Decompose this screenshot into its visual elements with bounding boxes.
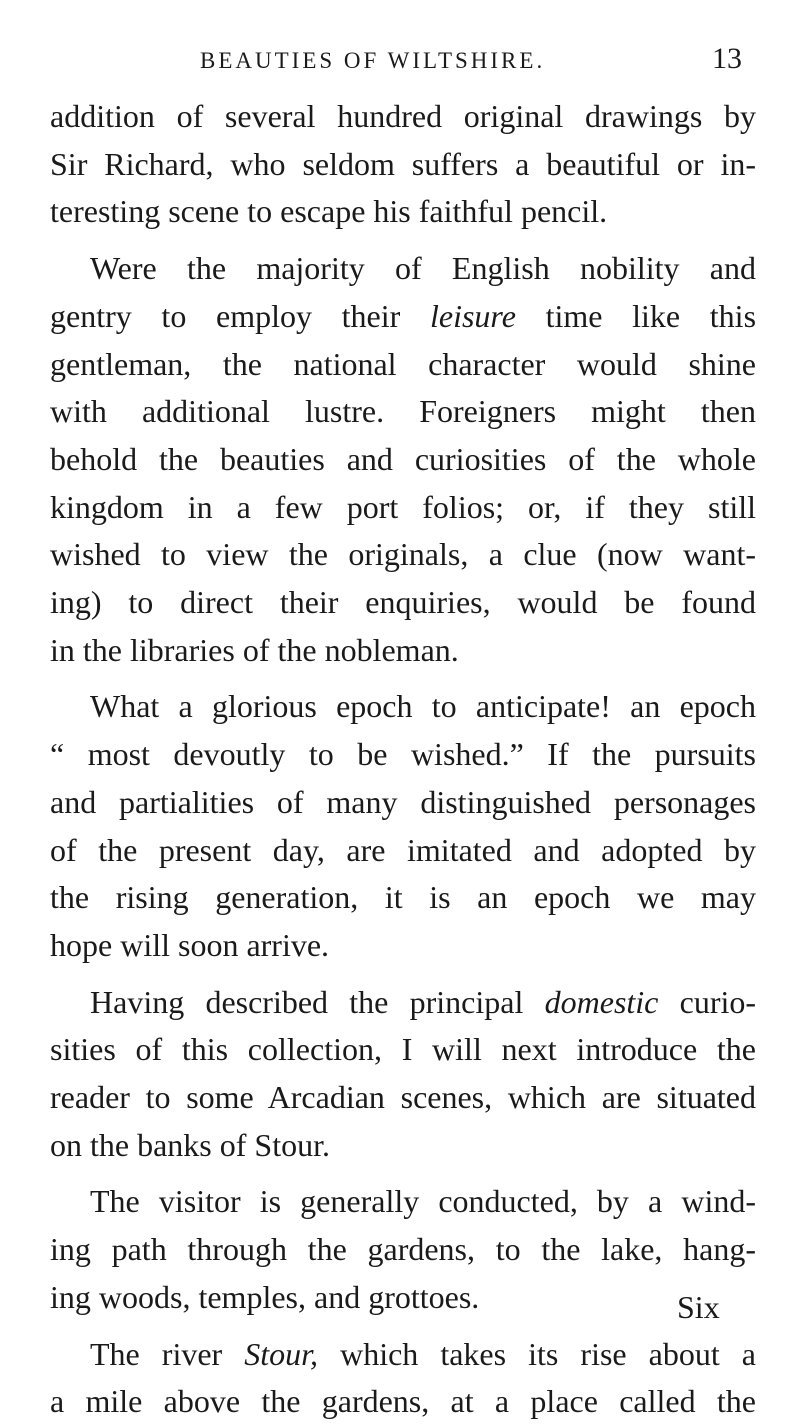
text-span: curio- (679, 983, 757, 1020)
text-span: gentry to employ their (50, 297, 401, 334)
text-line: ing path through the gardens, to the lake, hang- (50, 1231, 756, 1268)
text-line: behold the beauties and curiosities of the whole (50, 440, 756, 477)
text-line: “ most devoutly to be wished.” If the pursuits (50, 736, 756, 773)
text-line: The visitor is generally conducted, by a wind- (90, 1183, 756, 1220)
body-text (50, 93, 756, 1426)
italic-text: domestic (544, 983, 659, 1020)
text-line: ing woods, temples, and grottoes. (50, 1278, 480, 1315)
page-header (0, 42, 800, 82)
text-line: hope will soon arrive. (50, 926, 330, 963)
text-line: of the present day, are imitated and adopted by (50, 831, 756, 868)
text-line: and partialities of many distinguished personages (50, 783, 756, 820)
text-line: a mile above the gardens, at a place called the (50, 1383, 756, 1420)
text-span: The river (90, 1335, 223, 1372)
text-line: wished to view the originals, a clue (now want- (50, 536, 756, 573)
text-line: Were the majority of English nobility and (90, 250, 756, 287)
text-line: gentleman, the national character would shine (50, 345, 756, 382)
text-line (50, 1331, 756, 1379)
text-line (50, 979, 756, 1027)
text-line: teresting scene to escape his faithful pencil. (50, 193, 608, 230)
text-span: time like this (545, 297, 757, 334)
catchword: Six (677, 1289, 720, 1325)
text-line: What a glorious epoch to anticipate! an epoch (90, 688, 756, 725)
text-line: the rising generation, it is an epoch we may (50, 879, 756, 916)
text-line: ing) to direct their enquiries, would be found (50, 584, 756, 621)
text-line: with additional lustre. Foreigners might then (50, 393, 756, 430)
text-line: kingdom in a few port folios; or, if they still (50, 488, 756, 525)
text-line: addition of several hundred original drawings by (50, 98, 756, 134)
text-line: Sir Richard, who seldom suffers a beautiful or in- (50, 145, 756, 182)
running-title: BEAUTIES OF WILTSHIRE. (200, 48, 546, 73)
text-line: on the banks of Stour. (50, 1126, 330, 1163)
text-line: reader to some Arcadian scenes, which are situated (50, 1079, 756, 1116)
text-span: which takes its rise about a (340, 1335, 757, 1372)
page-number: 13 (712, 42, 742, 75)
text-line (50, 293, 756, 341)
italic-text: Stour, (244, 1335, 319, 1372)
text-span: Having described the principal (90, 983, 524, 1020)
italic-text: leisure (429, 297, 516, 334)
text-line: in the libraries of the nobleman. (50, 631, 459, 668)
text-line: sities of this collection, I will next introduce the (50, 1031, 756, 1068)
